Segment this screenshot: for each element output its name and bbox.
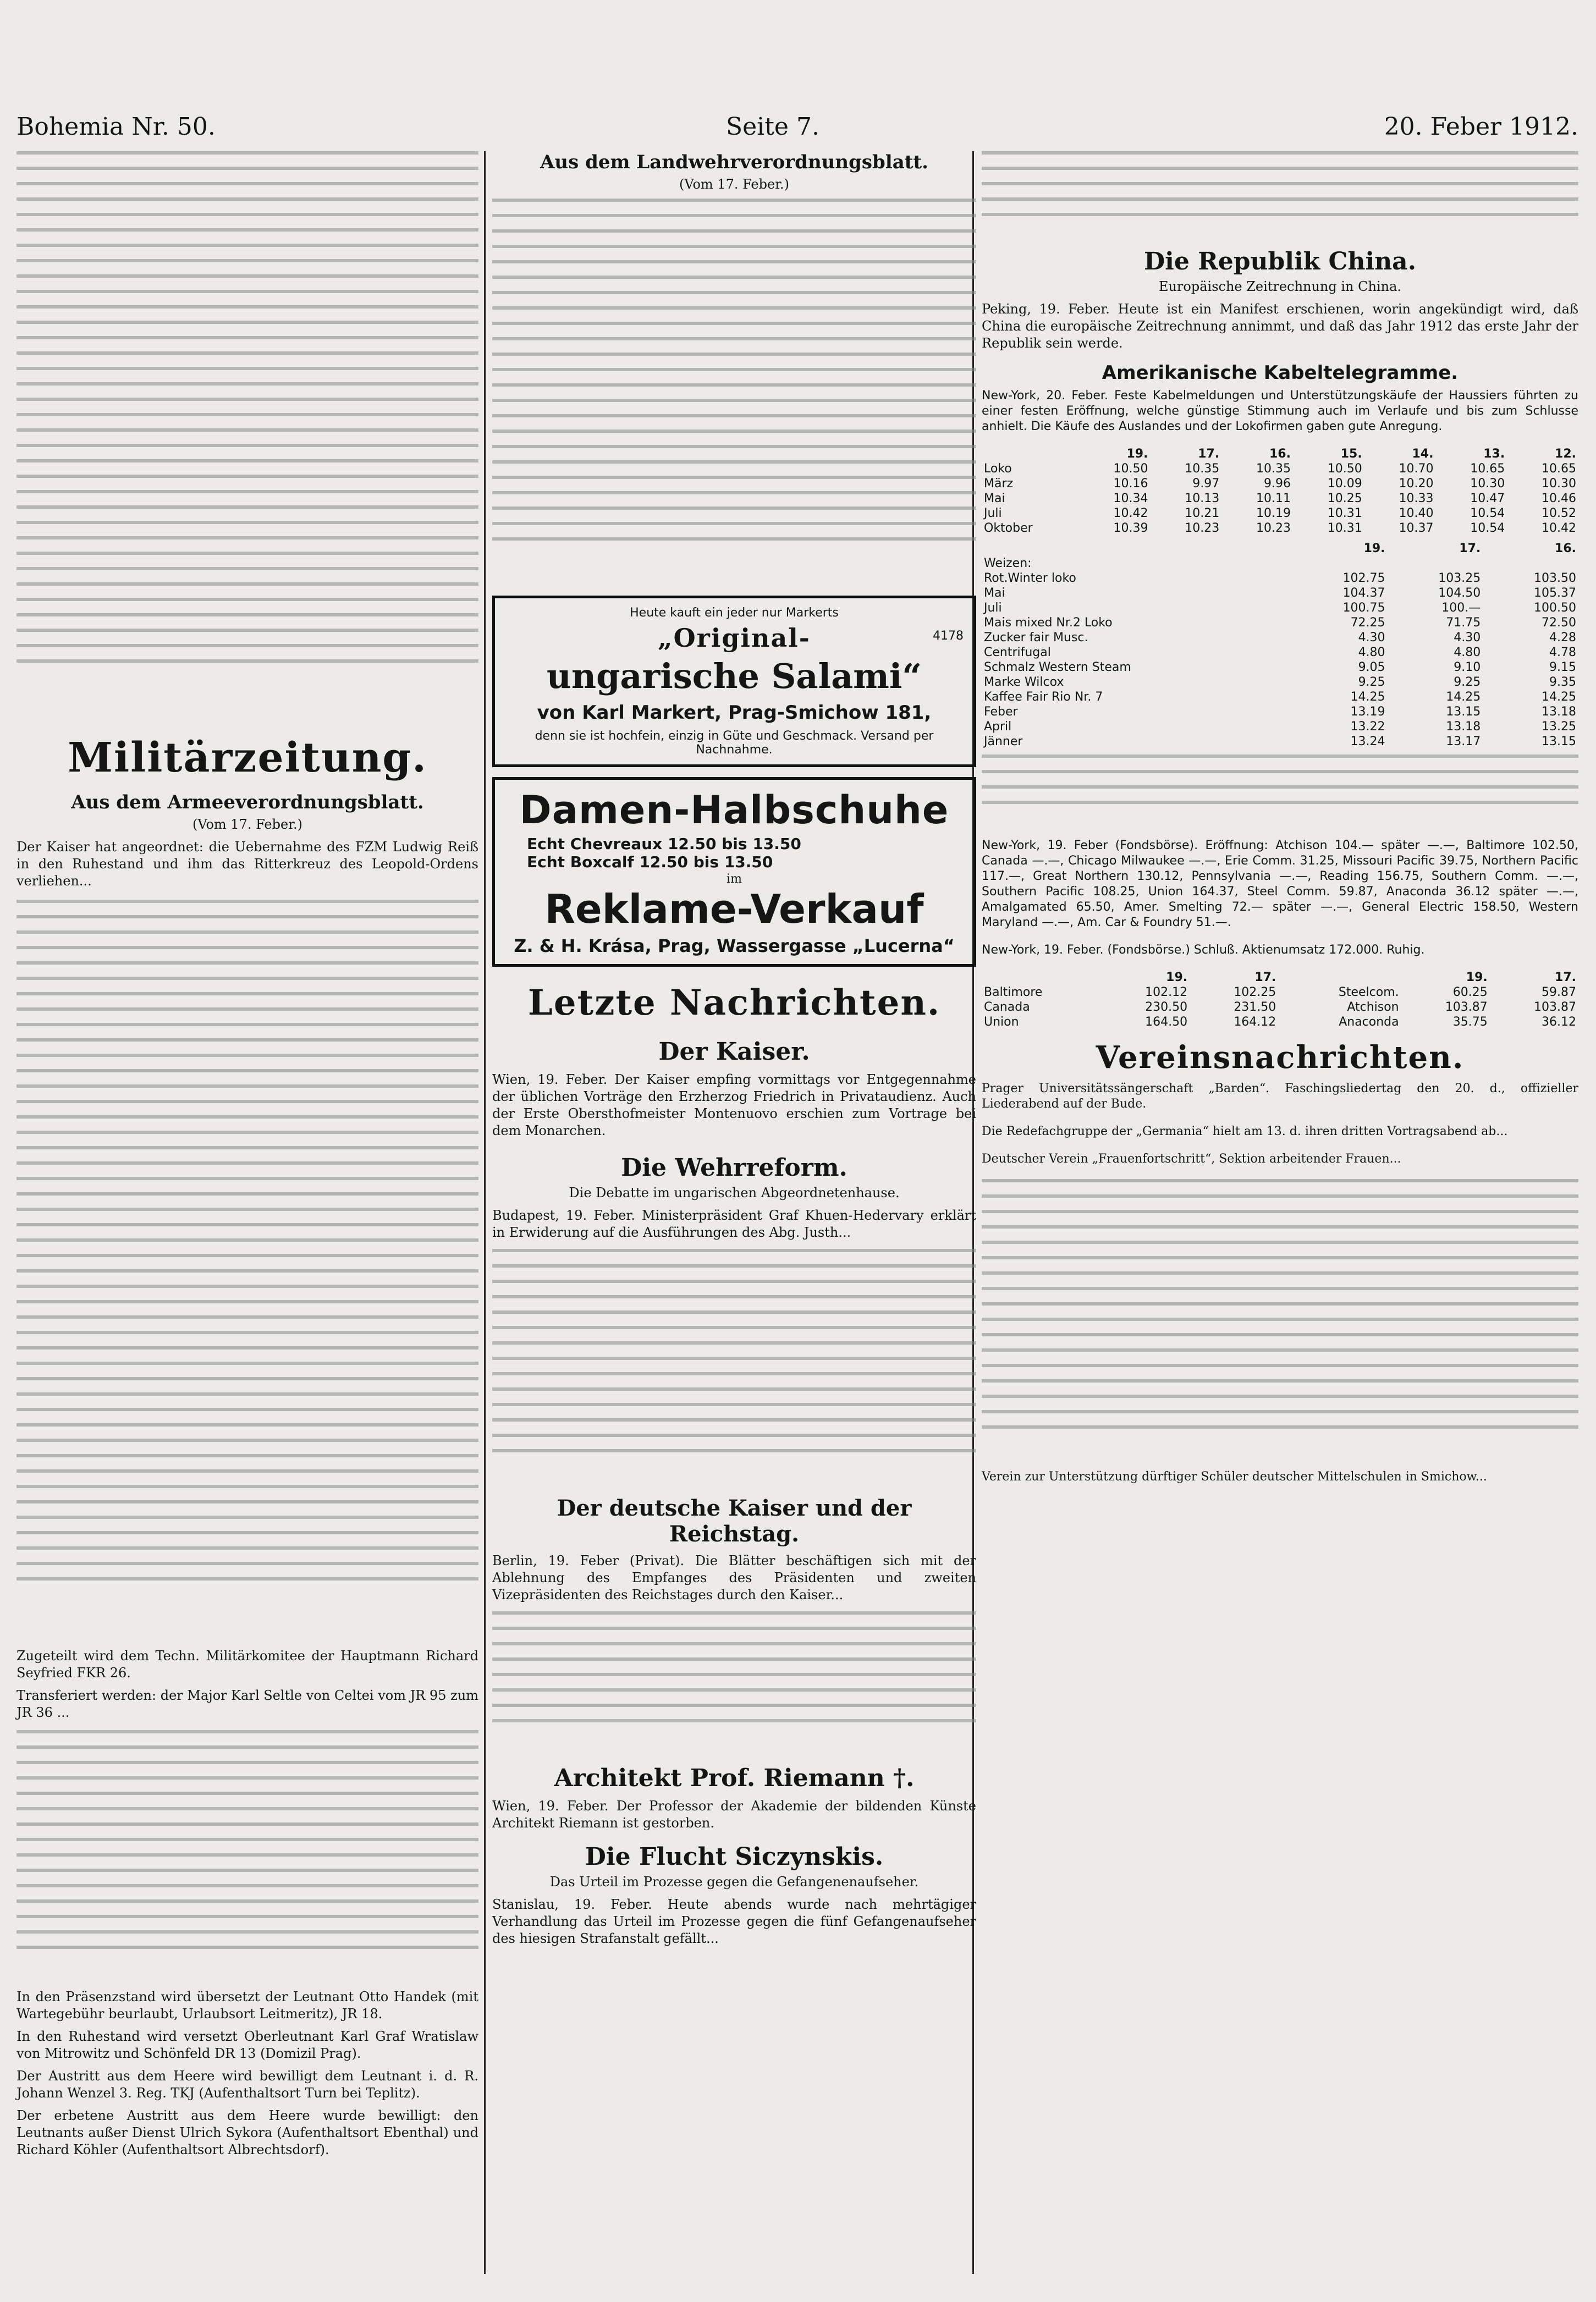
china-sub: Europäische Zeitrechnung in China. <box>1158 279 1402 294</box>
weizen-table <box>982 541 1578 749</box>
cotton-table-cell: 10.54 <box>1470 521 1505 535</box>
landwehr-body-lines <box>492 199 976 589</box>
ad1-line1: Heute kauft ein jeder nur Markerts <box>630 606 839 620</box>
armee-date: (Vom 17. Feber.) <box>192 817 303 832</box>
stocks-table-cell: 231.50 <box>1234 1000 1276 1014</box>
weizen-table-row <box>982 615 1578 630</box>
cotton-table-cell: 10.47 <box>1470 492 1505 505</box>
stocks-table-cell: 102.12 <box>1145 985 1188 999</box>
china-para: Peking, 19. Feber. Heute ist ein Manifest erschienen, worin angekündigt wird, daß China die europäische Zeitrechnung annimmt, und daß das Jahr 1912 das erste Jahr der Republik sein werde. <box>982 301 1578 351</box>
stocks-table-cell: 230.50 <box>1145 1000 1188 1014</box>
weizen-table-cell: 9.10 <box>1454 660 1481 674</box>
armee-para-1: Der Kaiser hat angeordnet: die Uebernahme des FZM Ludwig Reiß in den Ruhestand und ihm das Ritterkreuz des Leopold-Ordens verliehen... <box>16 839 478 889</box>
weizen-table-cell: 72.25 <box>1350 616 1385 630</box>
weizen-table-row <box>982 556 1578 571</box>
stocks-table-cell <box>1278 970 1401 985</box>
cotton-table-cell: 14. <box>1412 447 1434 461</box>
armee-para-7: Der erbetene Austritt aus dem Heere wurde bewilligt: den Leutnants außer Dienst Ulrich Sykora (Aufenthaltsort Ebenthal) und Richard Köhler (Aufenthaltsort Albrechtsdorf). <box>16 2108 478 2157</box>
ad2-title: Damen-Halbschuhe <box>519 787 949 833</box>
fondsboerse-schluss: New-York, 19. Feber. (Fondsbörse.) Schluß. Aktienumsatz 172.000. Ruhig. <box>982 943 1425 957</box>
weizen-table-cell <box>1483 556 1578 571</box>
weizen-table-cell: 104.37 <box>1342 586 1385 600</box>
weizen-table-cell <box>1388 556 1483 571</box>
cotton-table-cell: 10.11 <box>1256 492 1291 505</box>
header-left: Bohemia Nr. 50. <box>16 113 216 141</box>
cotton-table-cell: 12. <box>1555 447 1576 461</box>
stocks-table-cell: 19. <box>1466 971 1488 984</box>
stocks-table-cell: 103.87 <box>1534 1000 1576 1014</box>
cotton-table-cell <box>982 447 1079 461</box>
ad1-line4: von Karl Markert, Prag-Smichow 181, <box>537 702 932 724</box>
reichstag-heading: Der deutsche Kaiser und der Reichstag. <box>557 1495 912 1547</box>
weizen-table-cell: 13.15 <box>1446 705 1481 719</box>
weizen-table-cell: 4.80 <box>1358 646 1385 659</box>
weizen-table-cell: April <box>984 720 1012 734</box>
cotton-table-cell: 10.39 <box>1113 521 1148 535</box>
armee-para-3: Transferiert werden: der Major Karl Seltle von Celtei vom JR 95 zum JR 36 ... <box>16 1688 478 1720</box>
col3-top-lines <box>982 151 1578 247</box>
ad2-line3: im <box>727 872 742 886</box>
stocks-table-cell: 17. <box>1254 971 1276 984</box>
cotton-table <box>982 447 1578 536</box>
weizen-table-cell: 72.50 <box>1542 616 1576 630</box>
cotton-table-row <box>982 521 1578 536</box>
weizen-table-cell: 103.50 <box>1534 571 1576 585</box>
weizen-table-cell: Jänner <box>984 735 1023 748</box>
weizen-table-cell: 14.25 <box>1350 690 1385 704</box>
weizen-table-cell <box>982 541 1292 556</box>
weizen-table-cell: 4.30 <box>1358 631 1385 645</box>
reichstag-para: Berlin, 19. Feber (Privat). Die Blätter beschäftigen sich mit der Ablehnung des Empfanges des Präsidenten und zweiten Vizepräsidenten des Reichstages durch den Kaiser... <box>492 1553 976 1602</box>
weizen-table-cell: Schmalz Western Steam <box>984 660 1131 674</box>
weizen-table-cell: Zucker fair Musc. <box>984 631 1088 645</box>
cotton-table-row <box>982 461 1578 476</box>
fondsboerse-eroeffnung: New-York, 19. Feber (Fondsbörse). Eröffnung: Atchison 104.— später —.—, Baltimore 102.50, Canada —.—, Chicago Milwaukee —.—, Erie Comm. 31.25, Missouri Pacific 39.75, Northern Pacific 117.—, Great Northern 130.12, Pennsylvania —.—, Reading 156.75, Southern Comm. —.—, Southern Pacific 108.25, Union 164.37, Steel Comm. 59.87, Anaconda 36.12 später —.—, Amalgamated 65.50, Amer. Smelting 72.— später —.—, General Electric 158.50, Western Maryland —.—, Am. Car & Foundry 51.—. <box>982 839 1578 929</box>
weizen-table-cell: 9.25 <box>1454 675 1481 689</box>
stocks-table-row <box>982 1015 1578 1029</box>
landwehr-date: (Vom 17. Feber.) <box>679 177 790 192</box>
reichstag-body-lines <box>492 1611 976 1754</box>
cotton-table-cell: 10.13 <box>1185 492 1220 505</box>
cotton-table-cell: 10.33 <box>1399 492 1434 505</box>
stocks-table-cell: 164.50 <box>1145 1015 1188 1029</box>
wehrreform-heading: Die Wehrreform. <box>621 1154 847 1182</box>
kaiser-heading: Der Kaiser. <box>658 1038 810 1066</box>
ad1-number: 4178 <box>933 629 964 643</box>
weizen-table-cell: 100.75 <box>1342 601 1385 615</box>
cotton-table-cell: 10.16 <box>1113 477 1148 491</box>
stocks-table-cell: 35.75 <box>1452 1015 1488 1029</box>
armee-subheadline: Aus dem Armeeverordnungsblatt. <box>71 791 424 813</box>
wehrreform-body-lines <box>492 1249 976 1485</box>
weizen-table-cell: 4.30 <box>1454 631 1481 645</box>
kabel-heading: Amerikanische Kabeltelegramme. <box>1102 362 1459 384</box>
weizen-table-row <box>982 571 1578 586</box>
armee-para-5: In den Ruhestand wird versetzt Oberleutnant Karl Graf Wratislaw von Mitrowitz und Schönfeld DR 13 (Domizil Prag). <box>16 2029 478 2061</box>
wehrreform-para: Budapest, 19. Feber. Ministerpräsident Graf Khuen-Hedervary erklärt in Erwiderung auf die Ausführungen des Abg. Justh... <box>492 1208 976 1240</box>
wehrreform-sub: Die Debatte im ungarischen Abgeordnetenhause. <box>569 1185 900 1200</box>
weizen-table-cell: 4.28 <box>1549 631 1576 645</box>
cotton-table-cell: 10.30 <box>1470 477 1505 491</box>
cotton-table-cell: 10.65 <box>1542 462 1576 476</box>
cotton-table-cell: Juli <box>984 506 1002 520</box>
ad1-line3: ungarische Salami“ <box>546 656 922 696</box>
stocks-table-cell: 17. <box>1555 971 1576 984</box>
china-heading: Die Republik China. <box>1143 247 1417 276</box>
stocks-table-cell: 60.25 <box>1452 985 1488 999</box>
armee-body-lines-2 <box>16 1730 478 1983</box>
cotton-table-cell: 16. <box>1269 447 1291 461</box>
weizen-table-cell: 103.25 <box>1438 571 1481 585</box>
salami-ad <box>492 596 976 767</box>
weizen-table-cell: Feber <box>984 705 1018 719</box>
halbschuhe-ad <box>492 777 976 967</box>
cotton-table-header <box>982 447 1578 461</box>
weizen-table-cell: 71.75 <box>1446 616 1481 630</box>
verein-body-lines <box>982 1179 1578 1465</box>
weizen-table-cell: 13.24 <box>1350 735 1385 748</box>
kabel-para: New-York, 20. Feber. Feste Kabelmeldungen und Unterstützungskäufe der Haussiers führten zu einer festen Eröffnung, welche günstige Stimmung auch im Verlaufe und bis zum Schlusse anhielt. Die Käufe des Auslandes und der Lokofirmen gaben gute Anregung. <box>982 389 1578 433</box>
weizen-table-cell: Mais mixed Nr.2 Loko <box>984 616 1113 630</box>
weizen-table-cell: 9.25 <box>1358 675 1385 689</box>
cotton-table-cell: 10.34 <box>1113 492 1148 505</box>
cotton-table-row <box>982 476 1578 491</box>
weizen-table-cell: 9.35 <box>1549 675 1576 689</box>
stocks-table-cell: Union <box>984 1015 1019 1029</box>
ad1-line5: denn sie ist hochfein, einzig in Güte und Geschmack. Versand per Nachnahme. <box>535 729 934 757</box>
weizen-table-cell: 13.17 <box>1446 735 1481 748</box>
armee-para-6: Der Austritt aus dem Heere wird bewilligt dem Leutnant i. d. R. Johann Wenzel 3. Reg. TKJ (Aufenthaltsort Turn bei Teplitz). <box>16 2068 478 2101</box>
weizen-table-cell: 9.05 <box>1358 660 1385 674</box>
cotton-table-cell: 10.19 <box>1256 506 1291 520</box>
stocks-table-cell: Baltimore <box>984 985 1043 999</box>
verein-para-4: Verein zur Unterstützung dürftiger Schüler deutscher Mittelschulen in Smichow... <box>982 1470 1487 1484</box>
cotton-table-cell: Mai <box>984 492 1005 505</box>
weizen-table-row <box>982 675 1578 690</box>
cotton-table-cell: 10.21 <box>1185 506 1220 520</box>
cotton-table-cell: 10.40 <box>1399 506 1434 520</box>
cotton-table-cell: 10.35 <box>1185 462 1220 476</box>
weizen-table-cell: 13.18 <box>1542 705 1576 719</box>
cotton-table-cell: 10.42 <box>1542 521 1576 535</box>
cotton-table-cell: 10.31 <box>1327 521 1362 535</box>
flucht-para: Stanislau, 19. Feber. Heute abends wurde nach mehrtägiger Verhandlung das Urteil im Prozesse gegen die fünf Gefangenaufseher des hiesigen Strafanstalt gefällt... <box>492 1897 976 1946</box>
letzte-headline: Letzte Nachrichten. <box>527 982 941 1023</box>
weizen-table-cell: 13.19 <box>1350 705 1385 719</box>
weizen-table-row <box>982 734 1578 749</box>
cotton-table-cell: 10.54 <box>1470 506 1505 520</box>
cotton-table-row <box>982 491 1578 506</box>
weizen-table-cell: Juli <box>984 601 1002 615</box>
weizen-table-cell: 16. <box>1555 542 1576 555</box>
weizen-table-row <box>982 601 1578 615</box>
niemann-para: Wien, 19. Feber. Der Professor der Akademie der bildenden Künste Architekt Riemann ist gestorben. <box>492 1798 976 1831</box>
column-1 <box>16 151 478 2158</box>
cotton-table-cell: 9.97 <box>1192 477 1220 491</box>
weizen-table-cell: Centrifugal <box>984 646 1051 659</box>
cotton-table-cell: 10.20 <box>1399 477 1434 491</box>
landwehr-subheadline: Aus dem Landwehrverordnungsblatt. <box>540 151 928 173</box>
stocks-table-row <box>982 1000 1578 1015</box>
stocks-table-cell: Anaconda <box>1339 1015 1399 1029</box>
column-rule-1 <box>484 151 486 2274</box>
weizen-table-cell: 4.78 <box>1549 646 1576 659</box>
armee-para-4: In den Präsenzstand wird übersetzt der Leutnant Otto Handek (mit Wartegebühr beurlaubt, Urlaubsort Leitmeritz), JR 18. <box>16 1989 478 2022</box>
cotton-table-cell: 10.31 <box>1327 506 1362 520</box>
weizen-table-cell: Weizen: <box>984 557 1032 570</box>
cotton-table-cell: 10.46 <box>1542 492 1576 505</box>
cotton-table-cell: 10.50 <box>1327 462 1362 476</box>
weizen-table-cell: Kaffee Fair Rio Nr. 7 <box>984 690 1103 704</box>
cotton-table-cell: 17. <box>1198 447 1220 461</box>
cotton-table-cell: 10.70 <box>1399 462 1434 476</box>
military-headline: Militärzeitung. <box>68 734 427 781</box>
weizen-table-cell: 100.50 <box>1534 601 1576 615</box>
cotton-table-cell: 10.42 <box>1113 506 1148 520</box>
header-center: Seite 7. <box>726 113 819 141</box>
weizen-table-row <box>982 645 1578 660</box>
ad1-line2: „Original- <box>658 623 811 653</box>
ad2-line2: Echt Boxcalf 12.50 bis 13.50 <box>527 853 773 871</box>
stocks-table-cell: Canada <box>984 1000 1030 1014</box>
cotton-table-cell: Loko <box>984 462 1012 476</box>
weizen-table-cell: 13.15 <box>1542 735 1576 748</box>
stocks-table-cell <box>982 970 1101 985</box>
metals-lines <box>982 755 1578 826</box>
ad2-line1: Echt Chevreaux 12.50 bis 13.50 <box>527 835 801 853</box>
stocks-table-cell: 19. <box>1166 971 1188 984</box>
page-header <box>16 113 1578 151</box>
cotton-table-cell: März <box>984 477 1014 491</box>
weizen-table-row <box>982 719 1578 734</box>
stocks-table-cell: Atchison <box>1347 1000 1399 1014</box>
weizen-table-cell: Marke Wilcox <box>984 675 1064 689</box>
armee-para-2: Zugeteilt wird dem Techn. Militärkomitee der Hauptmann Richard Seyfried FKR 26. <box>16 1648 478 1681</box>
stocks-table-row <box>982 985 1578 1000</box>
weizen-table-header <box>982 541 1578 556</box>
cotton-table-cell: 10.35 <box>1256 462 1291 476</box>
weizen-table-cell <box>1292 556 1388 571</box>
flucht-sub: Das Urteil im Prozesse gegen die Gefangenenaufseher. <box>549 1874 919 1890</box>
weizen-table-cell: 14.25 <box>1446 690 1481 704</box>
verein-para-2: Die Redefachgruppe der „Germania“ hielt am 13. d. ihren dritten Vortragsabend ab... <box>982 1125 1508 1138</box>
stocks-table-cell: 103.87 <box>1445 1000 1488 1014</box>
stocks-table <box>982 970 1578 1029</box>
cotton-table-cell: 10.09 <box>1327 477 1362 491</box>
cotton-table-cell: 13. <box>1483 447 1505 461</box>
niemann-heading: Architekt Prof. Riemann †. <box>554 1764 915 1792</box>
weizen-table-cell: 13.18 <box>1446 720 1481 734</box>
col1-text-block <box>16 151 478 712</box>
stocks-table-header <box>982 970 1578 985</box>
weizen-table-row <box>982 630 1578 645</box>
stocks-table-cell: 102.25 <box>1234 985 1276 999</box>
weizen-table-cell: 102.75 <box>1342 571 1385 585</box>
flucht-heading: Die Flucht Siczynskis. <box>585 1843 884 1871</box>
cotton-table-cell: 10.30 <box>1542 477 1576 491</box>
ad2-line4: Z. & H. Krása, Prag, Wassergasse „Lucerna“ <box>514 935 955 956</box>
cotton-table-cell: 19. <box>1126 447 1148 461</box>
stocks-table-cell: Steelcom. <box>1338 985 1399 999</box>
weizen-table-cell: Rot.Winter loko <box>984 571 1076 585</box>
weizen-table-cell: 19. <box>1363 542 1385 555</box>
verein-headline: Vereinsnachrichten. <box>1096 1039 1465 1076</box>
ad2-title2: Reklame-Verkauf <box>544 886 924 932</box>
verein-para-1: Prager Universitätssängerschaft „Barden“. Faschingsliedertag den 20. d., offizieller Liederabend auf der Bude. <box>982 1082 1578 1111</box>
weizen-table-cell: 4.80 <box>1454 646 1481 659</box>
cotton-table-row <box>982 506 1578 521</box>
cotton-table-cell: 10.52 <box>1542 506 1576 520</box>
weizen-table-row <box>982 660 1578 675</box>
cotton-table-cell: 9.96 <box>1264 477 1291 491</box>
cotton-table-cell: 10.50 <box>1113 462 1148 476</box>
weizen-table-cell: 100.— <box>1441 601 1481 615</box>
column-3 <box>982 151 1578 1497</box>
armee-body-lines <box>16 900 478 1642</box>
cotton-table-cell: 10.23 <box>1256 521 1291 535</box>
stocks-table-cell: 36.12 <box>1542 1015 1576 1029</box>
cotton-table-cell: 10.23 <box>1185 521 1220 535</box>
column-2 <box>492 151 976 1947</box>
cotton-table-cell: 15. <box>1340 447 1362 461</box>
kaiser-para: Wien, 19. Feber. Der Kaiser empfing vormittags vor Entgegennahme der üblichen Vorträge den Erzherzog Friedrich in Privataudienz. Auch der Erste Obersthofmeister Montenuovo erschien zum Vortrage bei dem Monarchen. <box>492 1072 976 1138</box>
weizen-table-row <box>982 586 1578 601</box>
weizen-table-row <box>982 690 1578 704</box>
weizen-table-cell: 13.25 <box>1542 720 1576 734</box>
cotton-table-cell: 10.25 <box>1327 492 1362 505</box>
weizen-table-cell: 105.37 <box>1534 586 1576 600</box>
weizen-table-cell: Mai <box>984 586 1005 600</box>
cotton-table-cell: Oktober <box>984 521 1033 535</box>
weizen-table-cell: 9.15 <box>1549 660 1576 674</box>
cotton-table-cell: 10.37 <box>1399 521 1434 535</box>
stocks-table-cell: 164.12 <box>1234 1015 1276 1029</box>
weizen-table-cell: 13.22 <box>1350 720 1385 734</box>
cotton-table-cell: 10.65 <box>1470 462 1505 476</box>
weizen-table-cell: 14.25 <box>1542 690 1576 704</box>
weizen-table-row <box>982 704 1578 719</box>
weizen-table-cell: 104.50 <box>1438 586 1481 600</box>
header-right: 20. Feber 1912. <box>1384 113 1578 141</box>
stocks-table-cell: 59.87 <box>1542 985 1576 999</box>
verein-para-3: Deutscher Verein „Frauenfortschritt“, Sektion arbeitender Frauen... <box>982 1152 1401 1166</box>
weizen-table-cell: 17. <box>1459 542 1481 555</box>
